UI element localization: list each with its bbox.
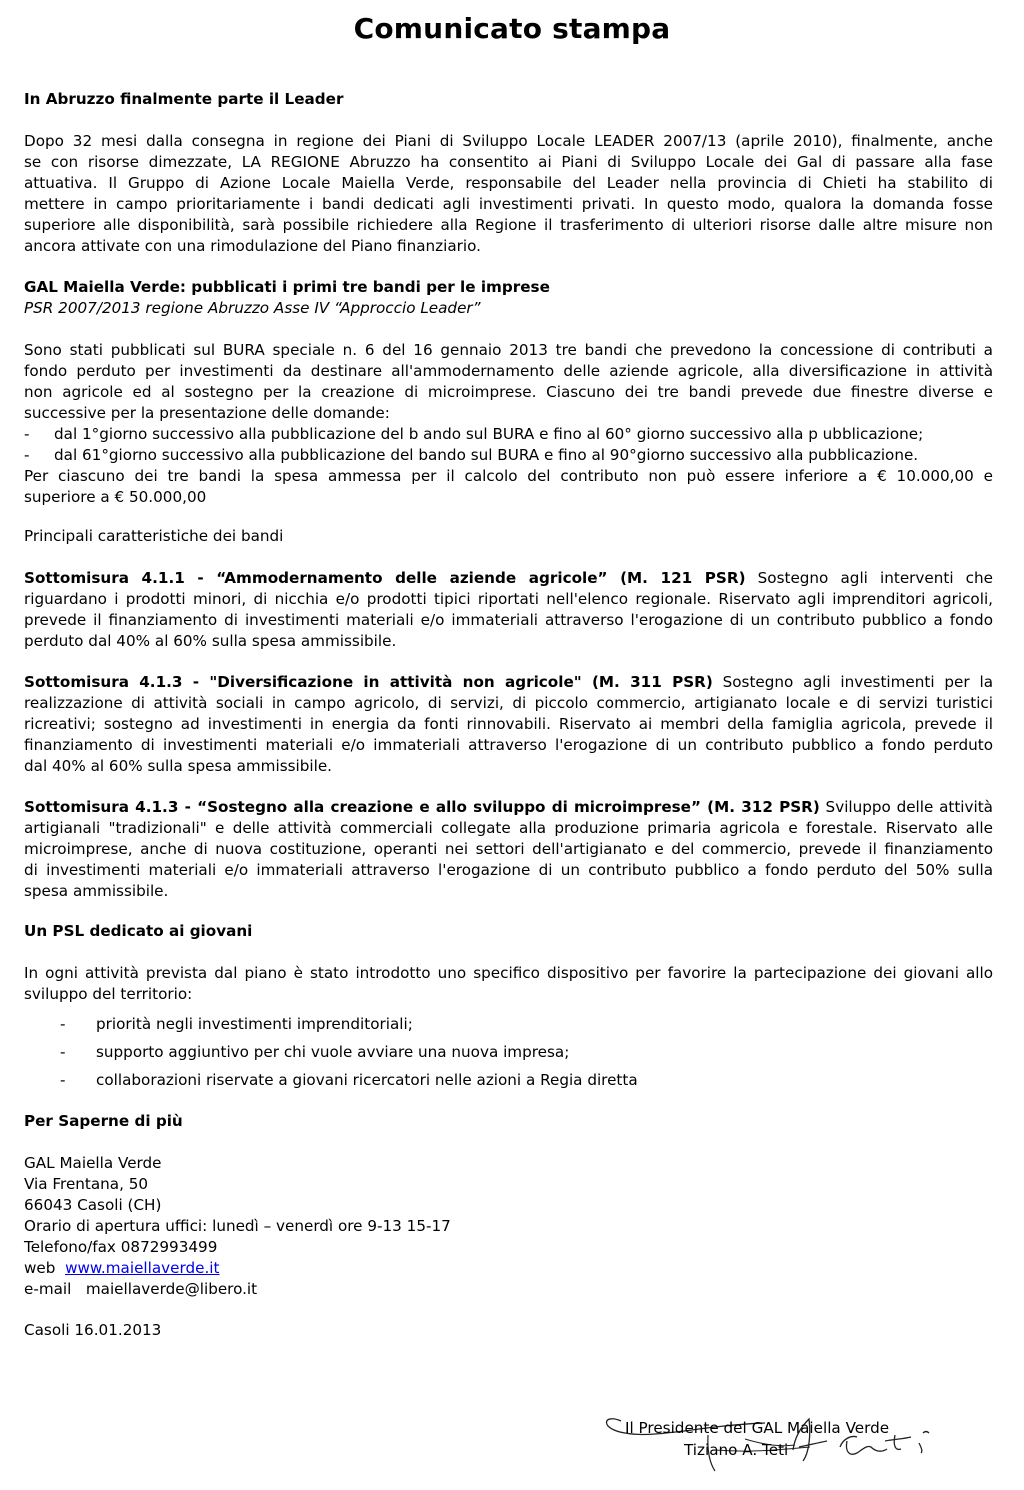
phone-fax: Telefono/fax 0872993499	[24, 1238, 218, 1256]
paragraph-line: Sottomisura 4.1.3 - "Diversificazione in attività non agricole" (M. 311 PSR) Sostegno agli investimenti per la	[24, 673, 994, 691]
caratteristiche-label: Principali caratteristiche dei bandi	[24, 527, 284, 545]
paragraph-line: artigianali "tradizionali" e delle attività commerciali collegate alla produzione primaria agricola e forestale. Riservato alle	[24, 819, 993, 837]
paragraph-line: sviluppo del territorio:	[24, 985, 193, 1003]
paragraph-line: attuativa. Il Gruppo di Azione Locale Maiella Verde, responsabile del Leader nella provincia di Chieti ha stabilito di	[24, 174, 993, 192]
paragraph-line: perduto dal 40% al 60% sulla spesa ammissibile.	[24, 632, 397, 650]
website-link[interactable]: www.maiellaverde.it	[65, 1259, 220, 1277]
paragraph-line: fondo perduto per investimenti da destinare all'ammodernamento delle aziende agricole, alla diversificazione in attività	[24, 362, 993, 380]
paragraph-line: finanziamento di investimenti materiali e/o immateriali attraverso l'erogazione di un contributo pubblico a fondo perduto	[24, 736, 993, 754]
list-item: - collaborazioni riservate a giovani ricercatori nelle azioni a Regia diretta	[60, 1071, 638, 1089]
dash-item: - dal 1°giorno successivo alla pubblicazione del b ando sul BURA e fino al 60° giorno successivo alla p ubblicazione;	[24, 425, 924, 443]
paragraph-line: Per ciascuno dei tre bandi la spesa ammessa per il calcolo del contributo non può essere inferiore a € 10.000,00 e	[24, 467, 993, 485]
paragraph-line: se con risorse dimezzate, LA REGIONE Abruzzo ha consentito ai Piani di Sviluppo Locale dei Gal di passare alla fase	[24, 153, 993, 171]
paragraph-line: ricreativi; sostegno ad investimenti in energia da fonti rinnovabili. Riservato ai membri della famiglia agricola, prevede il	[24, 715, 993, 733]
page-title: Comunicato stampa	[353, 12, 671, 45]
section-heading-bandi: GAL Maiella Verde: pubblicati i primi tre bandi per le imprese	[24, 278, 550, 296]
paragraph-line: microimprese, anche di nuova costituzione, operanti nei settori dell'artigianato e del commercio, prevede il finanziamento	[24, 840, 993, 858]
paragraph-line: prevede il finanziamento di investimenti materiali e/o immateriali attraverso l'erogazione di un contributo pubblico a fondo	[24, 611, 993, 629]
signature-name: Tiziano A. Teti	[684, 1441, 789, 1459]
paragraph-bandi	[24, 340, 993, 508]
paragraph-line: riguardano i prodotti minori, di nicchia e/o prodotti tipici riportati nell'elenco regionale. Riservato agli imprenditori agricoli,	[24, 590, 993, 608]
misura-311	[24, 672, 993, 777]
paragraph-line: Sono stati pubblicati sul BURA speciale n. 6 del 16 gennaio 2013 tre bandi che prevedono la concessione di contributi a	[24, 341, 993, 359]
email-line: e-mail maiellaverde@libero.it	[24, 1280, 258, 1298]
signature-role: Il Presidente del GAL Maiella Verde	[625, 1419, 890, 1437]
address-street: Via Frentana, 50	[24, 1175, 149, 1193]
misura-title: Sottomisura 4.1.1 - “Ammodernamento delle aziende agricole” (M. 121 PSR)	[24, 569, 746, 587]
org-name: GAL Maiella Verde	[24, 1154, 162, 1172]
misura-title: Sottomisura 4.1.3 - “Sostegno alla creazione e allo sviluppo di microimprese” (M. 312 PSR)	[24, 798, 820, 816]
section-heading-contatti: Per Saperne di più	[24, 1112, 183, 1130]
date-line: Casoli 16.01.2013	[24, 1321, 162, 1339]
paragraph-line: Sottomisura 4.1.1 - “Ammodernamento delle aziende agricole” (M. 121 PSR) Sostegno agli interventi che	[24, 569, 993, 587]
paragraph-line: In ogni attività prevista dal piano è stato introdotto uno specifico dispositivo per favorire la partecipazione dei giovani allo	[24, 964, 993, 982]
email-address: maiellaverde@libero.it	[85, 1280, 258, 1298]
signature-block	[595, 1395, 955, 1475]
list-item: - supporto aggiuntivo per chi vuole avviare una nuova impresa;	[60, 1043, 570, 1061]
section-heading-giovani: Un PSL dedicato ai giovani	[24, 922, 253, 940]
office-hours: Orario di apertura uffici: lunedì – venerdì ore 9-13 15-17	[24, 1217, 451, 1235]
section-heading-leader: In Abruzzo finalmente parte il Leader	[24, 90, 344, 108]
address-city: 66043 Casoli (CH)	[24, 1196, 162, 1214]
paragraph-line: realizzazione di attività sociali in campo agricolo, di servizi, di piccolo commercio, artigianato locale e di servizi turistici	[24, 694, 993, 712]
paragraph-line: dal 40% al 60% sulla spesa ammissibile.	[24, 757, 332, 775]
bullet-list	[24, 1010, 993, 1094]
misura-312	[24, 797, 993, 902]
paragraph-line: spesa ammissibile.	[24, 882, 169, 900]
paragraph-giovani	[24, 963, 993, 1005]
web-line: web www.maiellaverde.it	[24, 1259, 220, 1277]
paragraph-line: mettere in campo prioritariamente i bandi dedicati agli investimenti privati. In questo modo, qualora la domanda fosse	[24, 195, 993, 213]
paragraph-line: ancora attivate con una rimodulazione del Piano finanziario.	[24, 237, 481, 255]
misura-121	[24, 568, 993, 652]
paragraph-line: superiore a € 50.000,00	[24, 488, 207, 506]
paragraph-line: Sottomisura 4.1.3 - “Sostegno alla creazione e allo sviluppo di microimprese” (M. 312 PSR) Sviluppo delle attività	[24, 798, 993, 816]
paragraph-line: di investimenti materiali e/o immateriali attraverso l'erogazione di un contributo pubblico a fondo perduto del 50% sulla	[24, 861, 993, 879]
paragraph-line: Dopo 32 mesi dalla consegna in regione dei Piani di Sviluppo Locale LEADER 2007/13 (aprile 2010), finalmente, anche	[24, 132, 993, 150]
paragraph-line: successive per la presentazione delle domande:	[24, 404, 390, 422]
paragraph-intro	[24, 131, 993, 257]
contact-block	[24, 1153, 993, 1300]
list-item: - priorità negli investimenti imprenditoriali;	[60, 1015, 413, 1033]
paragraph-line: non agricole ed al sostegno per la creazione di microimprese. Ciascuno dei tre bandi prevede due finestre diverse e	[24, 383, 993, 401]
misura-title: Sottomisura 4.1.3 - "Diversificazione in attività non agricole" (M. 311 PSR)	[24, 673, 713, 691]
dash-item: - dal 61°giorno successivo alla pubblicazione del bando sul BURA e fino al 90°giorno successivo alla pubblicazione.	[24, 446, 919, 464]
section-subheading-psr: PSR 2007/2013 regione Abruzzo Asse IV “Approccio Leader”	[24, 299, 481, 317]
paragraph-line: superiore alle disponibilità, sarà possibile richiedere alla Regione il trasferimento di ulteriori risorse dalle altre misure non	[24, 216, 993, 234]
